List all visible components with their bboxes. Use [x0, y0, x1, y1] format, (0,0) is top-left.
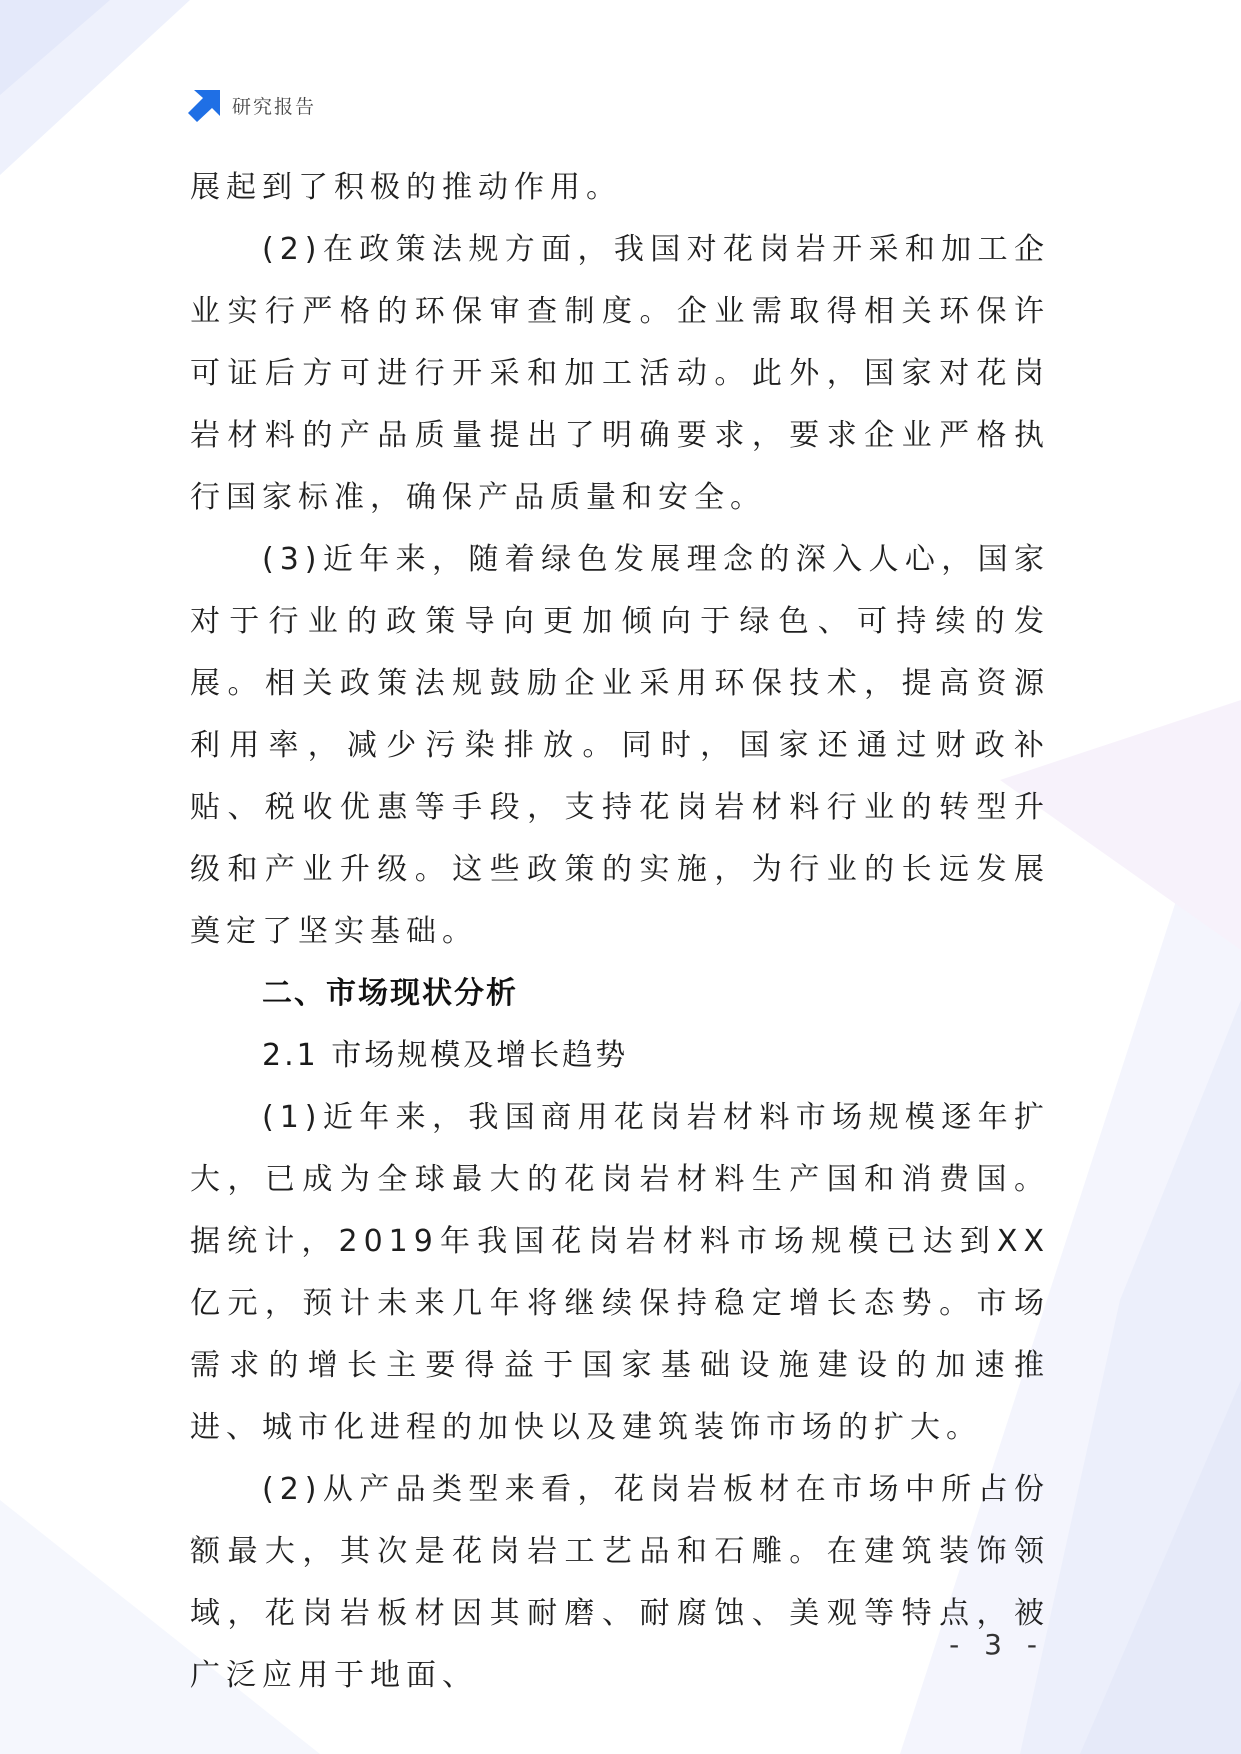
paragraph-market-2: (2)从产品类型来看，花岗岩板材在市场中所占份额最大，其次是花岗岩工艺品和石雕。在建筑装饰领域，花岗岩板材因其耐磨、耐腐蚀、美观等特点，被广泛应用于地面、 [190, 1472, 1050, 1693]
paragraph-policy-2: (2)在政策法规方面，我国对花岗岩开采和加工企业实行严格的环保审查制度。企业需取得相关环保许可证后方可进行开采和加工活动。此外，国家对花岗岩材料的产品质量提出了明确要求，要求企业严格执行国家标准，确保产品质量和安全。 [190, 232, 1050, 515]
arrow-up-right-icon [188, 88, 222, 122]
header-label: 研究报告 [232, 95, 317, 118]
paragraph-continuation: 展起到了积极的推动作用。 [190, 170, 622, 205]
paragraph-market-1: (1)近年来，我国商用花岗岩材料市场规模逐年扩大，已成为全球最大的花岗岩材料生产国和消费国。据统计，2019年我国花岗岩材料市场规模已达到XX亿元，预计未来几年将继续保持稳定增长态势。市场需求的增长主要得益于国家基础设施建设的加速推进、城市化进程的加快以及建筑装饰市场的扩大。 [190, 1100, 1050, 1445]
paragraph-policy-3: (3)近年来，随着绿色发展理念的深入人心，国家对于行业的政策导向更加倾向于绿色、可持续的发展。相关政策法规鼓励企业采用环保技术，提高资源利用率，减少污染排放。同时，国家还通过财政补贴、税收优惠等手段，支持花岗岩材料行业的转型升级和产业升级。这些政策的实施，为行业的长远发展奠定了坚实基础。 [190, 542, 1050, 949]
document-body [190, 157, 1050, 1707]
page-number: - 3 - [949, 1628, 1045, 1661]
subsection-heading: 2.1 市场规模及增长趋势 [262, 1038, 629, 1073]
section-heading: 二、市场现状分析 [262, 976, 518, 1011]
page-header [188, 88, 316, 122]
